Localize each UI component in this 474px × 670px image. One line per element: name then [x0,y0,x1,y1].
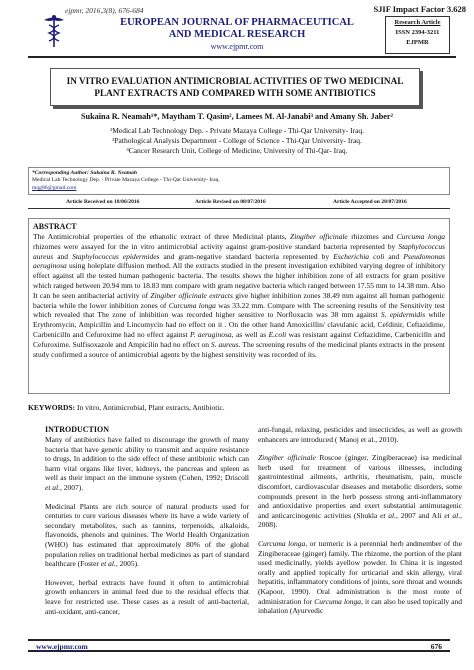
affiliation-1: ¹Medical Lab Technology Dep. - Private Mazaya College - Thi-Qar University- Iraq. [109,126,365,135]
journal-name-line2: AND MEDICAL RESEARCH [168,29,306,40]
issn: ISSN 2394-3211 [395,29,440,36]
impact-factor: SJIF Impact Factor 3.628 [373,4,466,14]
turmeric-paragraph: Curcuma longa, or turmeric is a perennial herb andmember of the Zingiberaceae (ginger) family. The rhizome, the portion of the plant used medicinally, yields ayellow powder. In China it is ingested orally and applied topically for urticarial and skin allergy, viral hepatitis, inflammatory conditions of joints, sore throat and wounds (Kapoor, 1990). Oral administration is the most route of administration for Curcuma longa, it can also be used topically and inhalation (Ayurvedic [258,538,462,616]
citation: ejpmr, 2016,3(8), 676-684 [65,6,144,15]
journal-id-box [385,16,450,54]
corresponding-heading: *Corresponding Author: Sukaina R. Neamah [32,170,138,176]
article-type: Research Article [394,19,441,26]
page-number: 676 [430,642,442,651]
right-paragraph-0: anti-fungal, relaxing, pesticides and insecticides, as well as growth enhancers are introduced ( Manoj et al., 2010). [258,425,462,444]
corresponding-email[interactable]: mqg86@gmail.com [32,184,77,191]
right-column [258,425,462,625]
intro-paragraph-3: However, herbal extracts have found it often to antimicrobial growth enhancers in animal feed due to the residual effects that leave for restricted use. These cases as a result of anti-bacterial, anti-oxidant, anti-cancer, [45,577,249,616]
corresponding-author-box [28,167,450,195]
affiliation-3: ³Cancer Research Unit, College of Medicine, University of Thi-Qar- Iraq. [126,146,348,155]
author-list: Sukaina R. Neamah¹*, Maytham T. Qasim², Lamees M. Al-Janabi³ and Amany Sh. Jaber² [80,112,394,121]
article-dates [28,199,450,207]
keywords: KEYWORDS: In vitro, Antimicrobial, Plant extracts, Antibiotic. [28,403,225,412]
page-footer [28,639,450,652]
paper-title [50,68,420,106]
header-divider [28,56,456,58]
intro-paragraph-1: Many of antibiotics have failed to discourage the growth of many bacteria that have genetic ability to transmit and acquire resistance to drugs, In addition to the side effect of these antibiotic which can harm vital organs like liver, kidneys, the pancreas and spleen as well as their impact on the immune system (Cohen, 1992; Driscoll et al., 2007). [45,435,249,492]
journal-name-line1: EUROPEAN JOURNAL OF PHARMACEUTICAL [120,17,354,28]
left-column [45,425,249,625]
abstract-text: The Antimicrobial properties of the ethanolic extract of three Medicinal plants, Zingiber officinale rhizomes and Curcuma longa rhizomes were assayed for the in vitro antimicrobial activity against gram-positive standard bacteria represented by Staphylococcus aureus and Staphylococcus epidermides and gram-negative standard bacteria represented by Escherichia coli and Pseudomonas aeruginosa using holeplate diffusion method. All the extracts studied in the present investigation exhibited varying degree of inhibitory effect against all the tested human pathogenic bacteria. The results shows the higher inhibition zone of all extracts for gram positive which ranged between 20.94 mm to 18.83 mm compare with gram negative bacteria which ranged between 17.55 mm to 14.38 mm. Also It can be seen antibacterial activity of Zingiber officinale extracts give higher inhibition zones 38.49 mm against all human pathogenic bacteria while the lower inhibition zones of Curcuma longa was 33.22 mm. Compare with The screening results of the Sensitivity test which revealed that The zone of inhibition was recorded higher sensitive to Norfloxacin was 38 mm against S. epidermidis while Erythromycin, Ampicillin and Lincomycin had no effect on it . On the other hand Amoxicillin/ clavulanic acid, Cefdinir, Ceftazidime, Carbenicilln and Cefuroxime had no effect against P. aeruginosa, as well as E.coli was resistant against Ceftazidime, Carbenicilln and Cefuroxime. Sulfisoxazole and Ampicilin had no effect on S. aureus. The screening results of the medicinal plants extracts in the present study confirmed a source of antimicrobial agents by the highest sensitivity was recorded of its. [33,232,446,359]
date-received: Article Received on 18/06/2016 [66,199,140,205]
ginger-paragraph: Zingiber officinale Roscoe (ginger, Zingiberaceae) isa medicinal herb used for treatment of various illnesses, including gastrointestinal ailments, arthritis, rheumatism, pain, muscle discomfort, cardiovascular diseases and metabolic disorders, some compounds present in the herb possess strong anti-inflammatory and antioxidative properties and exert substantial antimutagenic and anticarcinogenic activities (Shukla et al., 2007 and Ali et al., 2008). [258,453,463,530]
abstract-heading: ABSTRACT [33,222,77,231]
affiliation-2: ²Pathological Analysis Department - College of Science - Thi-Qar University- Iraq. [112,136,362,145]
abstract-box [28,218,450,394]
footer-url[interactable]: www.ejpmr.com [36,642,88,651]
title-line1: IN VITRO EVALUATION ANTIMICROBIAL ACTIVITIES OF TWO MEDICINAL [66,76,404,86]
date-revised: Article Revised on 08/07/2016 [195,199,266,205]
corresponding-affiliation: Medical Lab Technology Dep. - Private Mazaya College - Thi-Qar University- Iraq. [32,177,220,184]
date-accepted: Article Accepted on 28/07/2016 [333,199,407,205]
intro-paragraph-2: Medicinal Plants are rich source of natural products used for centuries to cure various diseases where its have a wide variety of secondary metabolites, such as tannins, terpenoids, alkaloids, flavonoids, phenols and quinines. The World Health Organization (WHO) has estimated that approximately 80% of the global population relies on traditional herbal medicines as part of standard healthcare (Foster et al., 2005). [45,501,249,569]
journal-abbrev: EJPMR [406,39,429,46]
journal-url[interactable]: www.ejpmr.com [210,42,264,51]
dates-divider [28,208,450,209]
intro-heading: INTRODUCTION [45,425,110,434]
title-line2: PLANT EXTRACTS AND COMPARED WITH SOME ANTIBIOTICS [94,88,376,98]
